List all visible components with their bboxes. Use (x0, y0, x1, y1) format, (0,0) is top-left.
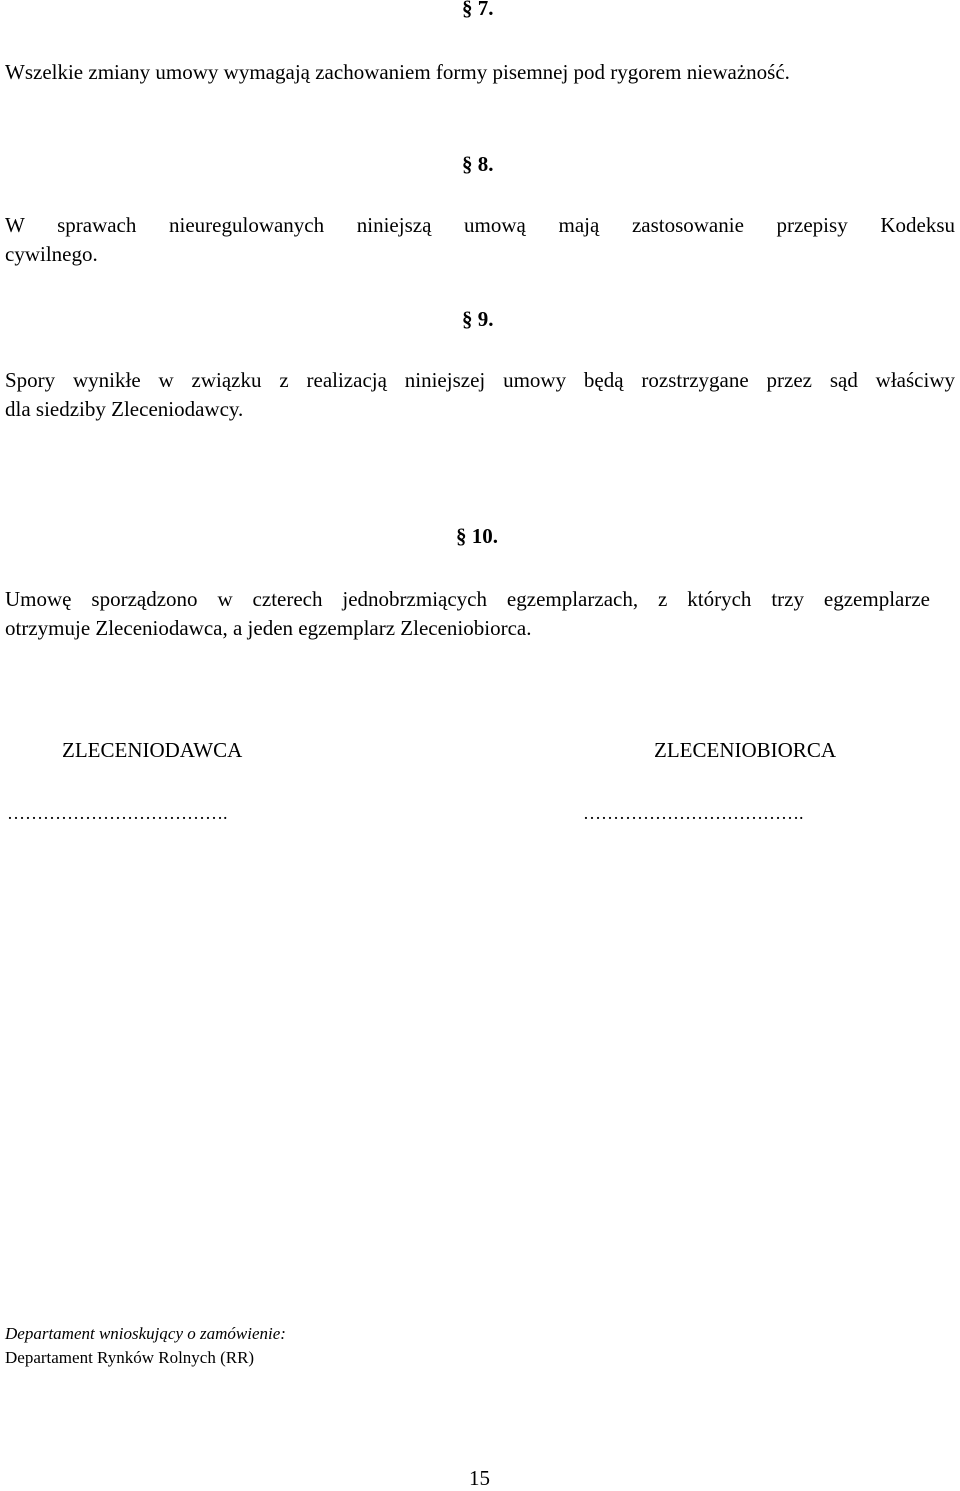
signature-right-line: ………………………………. (583, 803, 804, 823)
section-9-heading: § 9. (462, 307, 494, 331)
page-number: 15 (469, 1466, 490, 1490)
section-7-text (5, 58, 790, 87)
section-10-heading: § 10. (456, 524, 498, 548)
section-10-line-1: Umowę sporządzono w czterech jednobrzmiących egzemplarzach, z których trzy egzemplarze (5, 587, 930, 611)
section-9-text (5, 366, 955, 424)
section-7-line-1: Wszelkie zmiany umowy wymagają zachowaniem formy pisemnej pod rygorem nieważność. (5, 60, 790, 84)
section-9-line-2: dla siedziby Zleceniodawcy. (5, 397, 244, 421)
section-8-text (5, 211, 955, 269)
section-10-line-2: otrzymuje Zleceniodawca, a jeden egzemplarz Zleceniobiorca. (5, 616, 532, 640)
signature-left-line: ………………………………. (7, 803, 228, 823)
signature-right-title: ZLECENIOBIORCA (654, 738, 836, 762)
section-7-heading: § 7. (462, 0, 494, 20)
signature-left-title: ZLECENIODAWCA (62, 738, 243, 762)
section-8-heading: § 8. (462, 152, 494, 176)
section-8-line-2: cywilnego. (5, 242, 98, 266)
section-8-line-1: W sprawach nieuregulowanych niniejszą umową mają zastosowanie przepisy Kodeksu (5, 213, 955, 237)
footer-department-value: Departament Rynków Rolnych (RR) (5, 1348, 255, 1367)
section-10-text (5, 585, 930, 643)
section-9-line-1: Spory wynikłe w związku z realizacją niniejszej umowy będą rozstrzygane przez sąd właściwy (5, 368, 955, 392)
footer-department-label: Departament wnioskujący o zamówienie: (5, 1324, 286, 1343)
